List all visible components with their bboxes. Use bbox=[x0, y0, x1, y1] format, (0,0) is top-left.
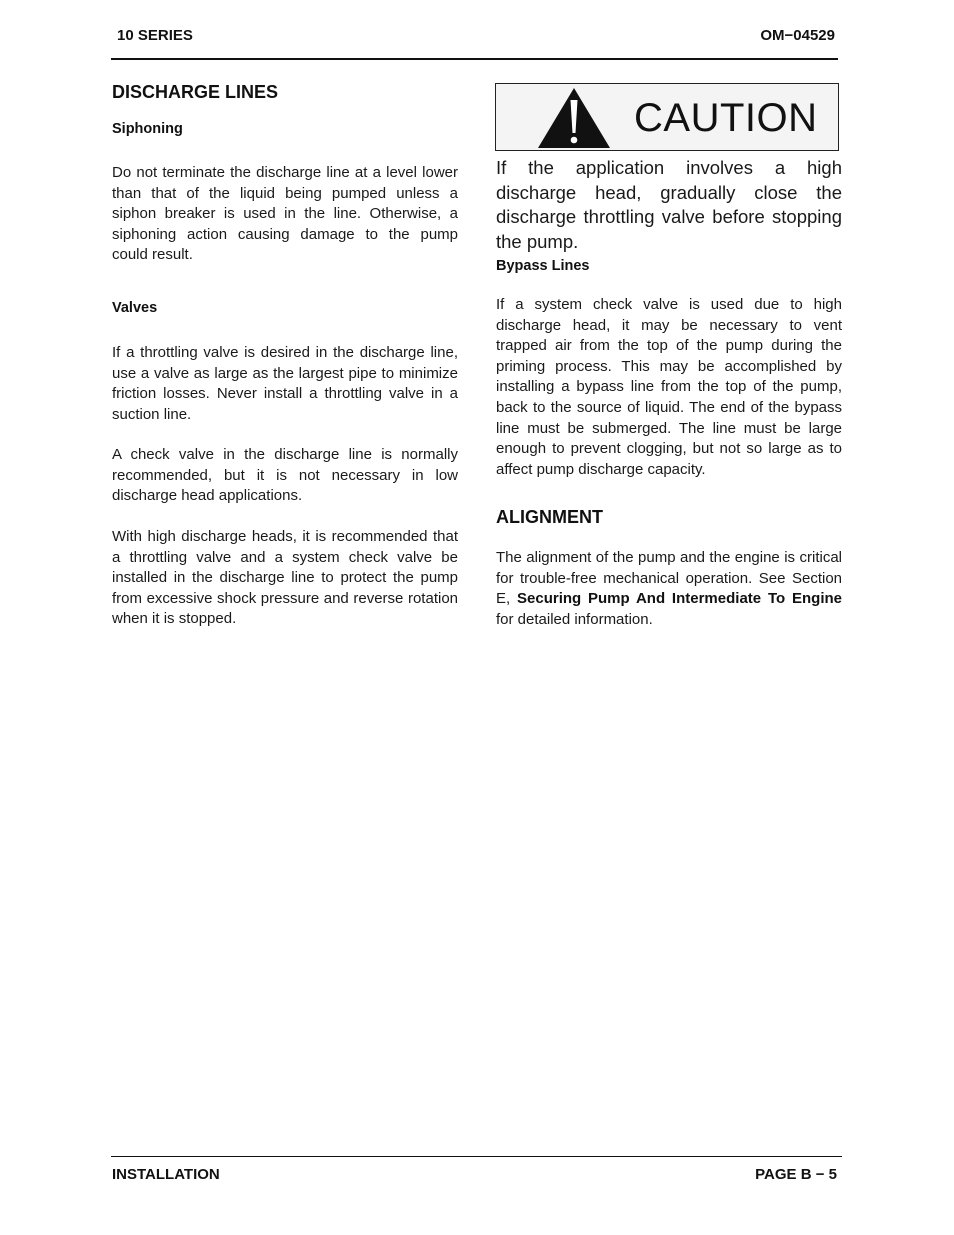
footer-rule bbox=[111, 1156, 842, 1157]
header-rule bbox=[111, 58, 838, 60]
footer-page-number: PAGE B − 5 bbox=[755, 1166, 837, 1183]
caution-label: CAUTION bbox=[634, 96, 818, 140]
caution-banner bbox=[495, 83, 839, 151]
bypass-lines-paragraph: If a system check valve is used due to high discharge head, it may be necessary to vent trapped air from the top of the pump during the priming process. This may be accomplished by installing a bypass line from the top of the pump, back to the source of liquid. The end of the bypass line must be submerged. The line must be large enough to prevent clogging, but not so large as to affect pump discharge capacity. bbox=[496, 296, 842, 478]
alignment-section-reference: Securing Pump And Intermediate To Engine bbox=[517, 590, 842, 608]
alignment-paragraph bbox=[496, 548, 842, 630]
valves-paragraph-3: With high discharge heads, it is recommended that a throttling valve and a system check valve be installed in the discharge line to protect the pump from excessive shock pressure and reverse rotation when it is stopped. bbox=[112, 528, 458, 628]
header-doc-number: OM−04529 bbox=[760, 27, 835, 44]
header-series: 10 SERIES bbox=[117, 27, 193, 44]
discharge-lines-heading: DISCHARGE LINES bbox=[112, 82, 279, 102]
alignment-text-before: The alignment of the pump and the engine is critical for trouble-free mechanical operation. See Section E, bbox=[496, 549, 842, 608]
alignment-text-after: for detailed information. bbox=[496, 610, 653, 628]
siphoning-paragraph: Do not terminate the discharge line at a level lower than that of the liquid being pumped unless a siphon breaker is used in the line. Otherwise, a siphoning action causing damage to the pump could result. bbox=[112, 164, 458, 264]
siphoning-heading: Siphoning bbox=[112, 121, 183, 137]
valves-paragraph-1: If a throttling valve is desired in the discharge line, use a valve as large as the largest pipe to minimize friction losses. Never install a throttling valve in a suction line. bbox=[112, 344, 458, 423]
valves-paragraph-2: A check valve in the discharge line is normally recommended, but it is not necessary in low discharge head applications. bbox=[112, 446, 458, 505]
warning-triangle-icon bbox=[536, 86, 612, 150]
caution-message: If the application involves a high discharge head, gradually close the discharge throttling valve before stopping the pump. bbox=[496, 157, 842, 252]
bypass-lines-heading: Bypass Lines bbox=[496, 258, 590, 274]
alignment-heading: ALIGNMENT bbox=[496, 507, 603, 527]
footer-section-name: INSTALLATION bbox=[112, 1166, 220, 1183]
valves-heading: Valves bbox=[112, 300, 158, 316]
